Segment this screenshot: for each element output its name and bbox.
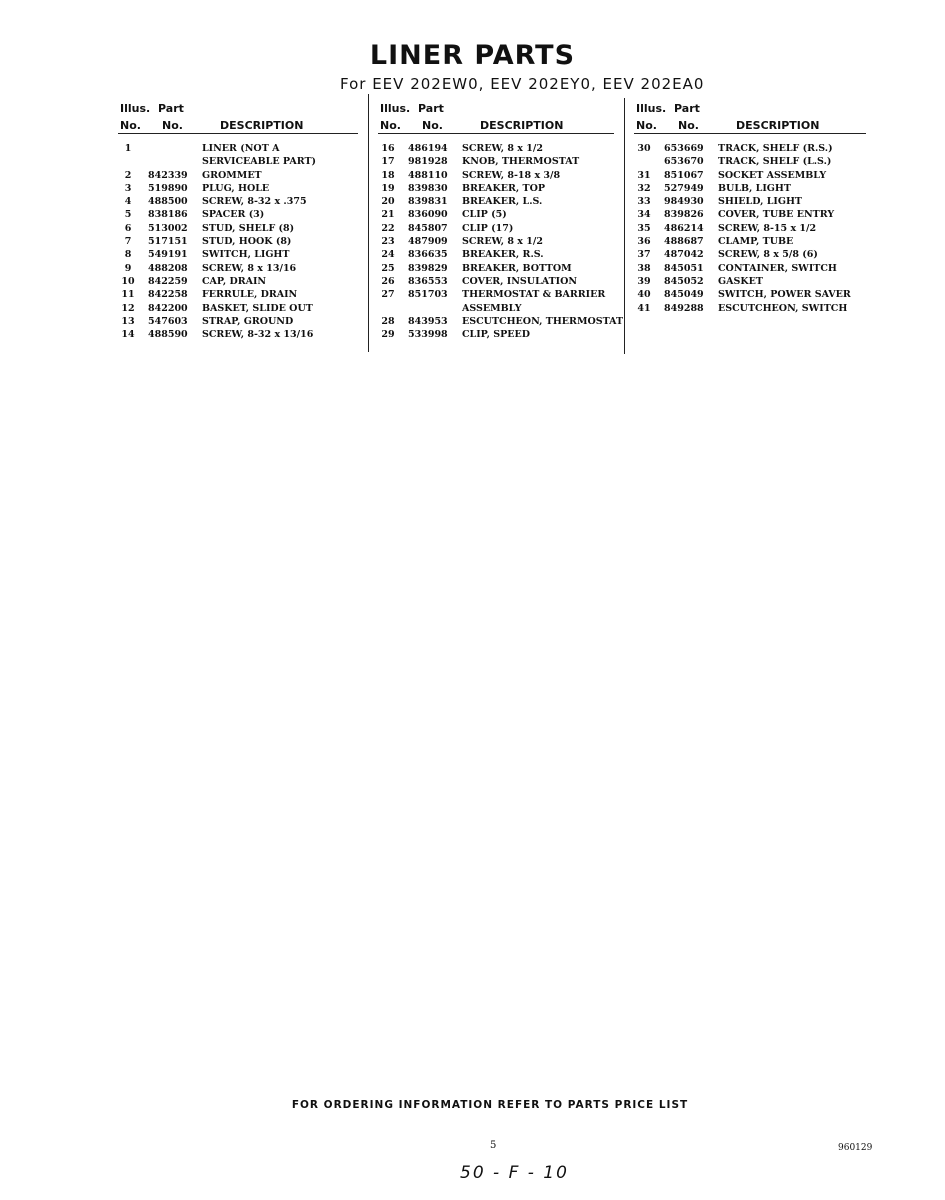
part-number: 836090 [408,209,448,221]
illus-number: 24 [381,249,395,261]
illus-number: 31 [637,169,651,181]
part-description: SCREW, 8 x 1/2 [462,143,543,154]
table-row [634,289,866,302]
illus-number: 9 [124,262,132,274]
table-row [118,209,358,222]
table-row [118,263,358,276]
part-number: 527949 [664,182,704,194]
table-row [634,183,866,196]
part-description: CLIP (5) [462,209,507,221]
header-description: DESCRIPTION [736,119,820,132]
illus-number: 26 [381,275,395,287]
table-row [118,143,358,156]
illus-number: 10 [121,275,135,287]
part-number: 513002 [148,222,188,234]
part-description: THERMOSTAT & BARRIER [462,289,606,301]
parts-rows [118,143,358,342]
table-row [378,170,614,183]
part-number: 547603 [148,315,188,327]
part-description: TRACK, SHELF (L.S.) [718,156,832,168]
part-description: CLIP (17) [462,222,514,234]
part-number: 842259 [148,275,188,287]
part-number: 851703 [408,289,448,301]
illus-number: 12 [121,302,135,314]
illus-number: 13 [121,315,135,327]
illus-number: 11 [121,289,135,301]
parts-column-2 [378,100,624,342]
part-description: BASKET, SLIDE OUT [202,302,313,314]
illus-number: 35 [637,222,651,234]
illus-number: 2 [124,169,132,181]
illus-number: 5 [124,209,132,221]
part-description: CAP, DRAIN [202,275,267,287]
table-row [378,209,614,222]
part-description: BREAKER, TOP [462,182,546,194]
header-part-no: No. [678,119,699,132]
part-number: 842258 [148,289,188,301]
illus-number: 39 [637,275,651,287]
page-number: 5 [490,1140,497,1151]
part-description: SCREW, 8-32 x .375 [202,196,307,208]
part-description: GROMMET [202,169,262,181]
part-description: SCREW, 8 x 1/2 [462,236,543,248]
illus-number: 41 [637,302,651,314]
part-description: SCREW, 8-15 x 1/2 [718,222,817,234]
column-header [634,100,866,134]
part-number: 839826 [664,209,704,221]
part-number: 486214 [664,222,704,234]
parts-column-1 [118,100,358,342]
header-part: Part [158,102,184,115]
table-row [118,223,358,236]
part-number: 488500 [148,196,188,208]
parts-column-3 [634,100,866,316]
illus-number: 36 [637,236,651,248]
illus-number: 14 [121,329,135,341]
table-row [118,170,358,183]
part-number: 842200 [148,302,188,314]
handwritten-note: 50 - F - 10 [460,1163,569,1183]
table-row [378,223,614,236]
table-row [118,289,358,302]
illus-number: 33 [637,196,651,208]
illus-number: 1 [124,143,132,154]
illus-number: 23 [381,236,395,248]
part-number: 984930 [664,196,704,208]
part-description: SCREW, 8 x 5/8 (6) [718,249,818,261]
document-code: 960129 [838,1143,873,1153]
illus-number: 17 [381,156,395,168]
illus-number: 6 [124,222,132,234]
part-number: 845049 [664,289,704,301]
part-number: 519890 [148,182,188,194]
part-description: PLUG, HOLE [202,182,270,194]
part-description: FERRULE, DRAIN [202,289,298,301]
part-number: 549191 [148,249,188,261]
part-description: SPACER (3) [202,209,265,221]
part-number: 843953 [408,315,448,327]
table-row [378,263,614,276]
illus-number: 19 [381,182,395,194]
illus-number: 37 [637,249,651,261]
part-description: CLAMP, TUBE [718,236,794,248]
illus-number: 21 [381,209,395,221]
part-description: CONTAINER, SWITCH [718,262,837,274]
table-row [118,316,358,329]
parts-rows [378,143,624,342]
illus-number: 27 [381,289,395,301]
part-description: BREAKER, R.S. [462,249,544,261]
part-description: GASKET [718,275,763,287]
parts-rows [634,143,866,316]
table-row [378,156,614,169]
illus-number: 22 [381,222,395,234]
part-description: STUD, HOOK (8) [202,236,292,248]
table-row [118,303,358,316]
table-row [378,303,614,316]
illus-number: 20 [381,196,395,208]
part-number: 487042 [664,249,704,261]
table-row [378,183,614,196]
illus-number: 28 [381,315,395,327]
part-number: 839830 [408,182,448,194]
header-part-no: No. [422,119,443,132]
part-number: 849288 [664,302,704,314]
part-number: 981928 [408,156,448,168]
part-number: 488590 [148,329,188,341]
table-row [118,329,358,342]
part-number: 836635 [408,249,448,261]
part-description: COVER, INSULATION [462,275,578,287]
part-description: BREAKER, BOTTOM [462,262,572,274]
illus-number: 4 [124,196,132,208]
table-row [634,170,866,183]
illus-number: 16 [381,143,395,154]
part-description: ESCUTCHEON, SWITCH [718,302,848,314]
illus-number: 29 [381,329,395,341]
part-description: COVER, TUBE ENTRY [718,209,835,221]
illus-number: 38 [637,262,651,274]
part-number: 842339 [148,169,188,181]
part-description: SOCKET ASSEMBLY [718,169,827,181]
table-row [634,276,866,289]
part-number: 533998 [408,329,448,341]
header-illus-no: No. [120,119,141,132]
part-description: KNOB, THERMOSTAT [462,156,580,168]
illus-number: 18 [381,169,395,181]
table-row [118,276,358,289]
part-description: SCREW, 8 x 13/16 [202,262,297,274]
part-number: 845051 [664,262,704,274]
page-title: LINER PARTS [369,40,576,71]
header-part: Part [674,102,700,115]
table-row [634,236,866,249]
illus-number: 25 [381,262,395,274]
part-number: 839829 [408,262,448,274]
table-row [378,329,614,342]
table-row [118,196,358,209]
table-row [378,196,614,209]
table-row [118,249,358,262]
table-row [634,249,866,262]
table-row [378,236,614,249]
table-row [634,223,866,236]
part-description: STRAP, GROUND [202,315,294,327]
part-description: SHIELD, LIGHT [718,196,802,208]
table-row [118,183,358,196]
header-illus: Illus. [120,102,151,115]
part-number: 836553 [408,275,448,287]
table-row [634,209,866,222]
header-illus: Illus. [636,102,667,115]
part-description: LINER (NOT A [202,143,280,154]
header-illus: Illus. [380,102,411,115]
table-row [378,315,624,329]
part-description: SCREW, 8-18 x 3/8 [462,169,561,181]
part-description: BULB, LIGHT [718,182,791,194]
table-row [634,143,866,156]
part-number: 838186 [148,209,188,221]
illus-number: 40 [637,289,651,301]
header-description: DESCRIPTION [220,119,304,132]
illus-number: 3 [124,182,132,194]
table-row [378,289,614,302]
illus-number: 30 [637,143,651,154]
header-illus-no: No. [380,119,401,132]
part-description: CLIP, SPEED [462,329,530,341]
illus-number: 7 [124,236,132,248]
header-part-no: No. [162,119,183,132]
table-row [118,156,358,169]
page-subtitle: For EEV 202EW0, EEV 202EY0, EEV 202EA0 [340,75,705,93]
part-number: 653669 [664,143,704,154]
header-description: DESCRIPTION [480,119,564,132]
illus-number: 32 [637,182,651,194]
ordering-info-footer: FOR ORDERING INFORMATION REFER TO PARTS PRICE LIST [291,1099,689,1111]
part-description: TRACK, SHELF (R.S.) [718,143,833,154]
illus-number: 34 [637,209,651,221]
header-part: Part [418,102,444,115]
table-row [378,143,614,156]
part-description: ESCUTCHEON, THERMOSTAT [462,315,624,327]
part-number: 488110 [408,169,448,181]
part-number: 653670 [664,156,704,168]
part-description: SCREW, 8-32 x 13/16 [202,329,314,341]
part-number: 488687 [664,236,704,248]
part-description: SWITCH, LIGHT [202,249,290,261]
table-row [634,156,866,169]
header-illus-no: No. [636,119,657,132]
table-row [118,236,358,249]
table-row [378,276,614,289]
part-number: 845052 [664,275,704,287]
part-description: BREAKER, L.S. [462,196,543,208]
part-number: 487909 [408,236,448,248]
column-header [118,100,358,134]
part-number: 851067 [664,169,704,181]
part-description: SERVICEABLE PART) [202,156,317,168]
part-number: 839831 [408,196,448,208]
part-number: 845807 [408,222,448,234]
column-header [378,100,614,134]
part-description: STUD, SHELF (8) [202,222,295,234]
column-divider [624,98,625,354]
column-divider [368,94,369,352]
table-row [634,263,866,276]
part-number: 517151 [148,236,188,248]
part-description: SWITCH, POWER SAVER [718,289,851,301]
table-row [634,303,866,316]
part-number: 486194 [408,143,448,154]
illus-number: 8 [124,249,132,261]
part-description: ASSEMBLY [462,302,522,314]
part-number: 488208 [148,262,188,274]
table-row [634,196,866,209]
table-row [378,249,614,262]
